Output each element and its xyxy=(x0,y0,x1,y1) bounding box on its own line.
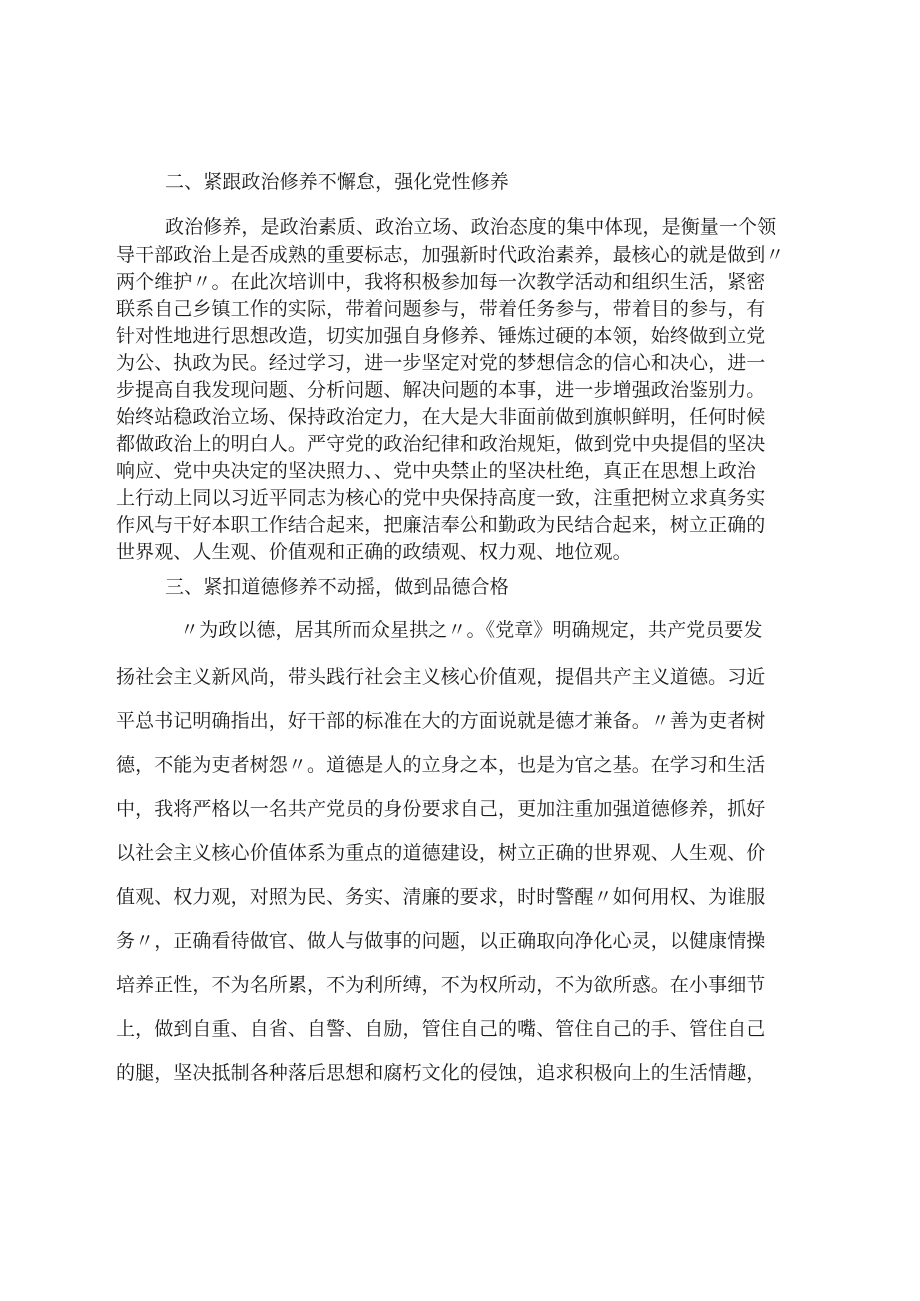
paragraph-line: 务〃，正确看待做官、做人与做事的问题，以正确取向净化心灵，以健康情操 xyxy=(116,930,766,952)
paragraph-line: 上，做到自重、自省、自警、自励，管住自己的嘴、管住自己的手、管住自己 xyxy=(116,1018,766,1040)
paragraph-line: 为公、执政为民。经过学习，进一步坚定对党的梦想信念的信心和决心，进一 xyxy=(116,352,766,374)
section-3-heading: 三、紧扣道德修养不动摇，做到品德合格 xyxy=(165,576,509,598)
section-2-heading: 二、紧跟政治修养不懈怠，强化党性修养 xyxy=(165,171,509,193)
paragraph-line: 两个维护〃。在此次培训中，我将积极参加每一次教学活动和组织生活，紧密 xyxy=(116,271,766,293)
paragraph-line: 导干部政治上是否成熟的重要标志，加强新时代政治素养，最核心的就是做到〃 xyxy=(116,244,785,266)
paragraph-line: 中，我将严格以一名共产党员的身份要求自己，更加注重加强道德修养，抓好 xyxy=(116,798,766,820)
paragraph-line: 的腿，坚决抵制各种落后思想和腐朽文化的侵蚀，追求积极向上的生活情趣， xyxy=(116,1062,766,1084)
paragraph-line: 上行动上同以习近平同志为核心的党中央保持高度一致，注重把树立求真务实 xyxy=(116,487,766,509)
paragraph-line: 世界观、人生观、价值观和正确的政绩观、权力观、地位观。 xyxy=(116,541,632,563)
paragraph-line: 作风与干好本职工作结合起来，把廉洁奉公和勤政为民结合起来，树立正确的 xyxy=(116,514,766,536)
paragraph-line: 〃为政以德，居其所而众星拱之〃。《党章》明确规定，共产党员要发 xyxy=(180,619,763,641)
paragraph-line: 响应、党中央决定的坚决照力、、党中央禁止的坚决杜绝，真正在思想上政治 xyxy=(116,460,756,482)
paragraph-line: 步提高自我发现问题、分析问题、解决问题的本事，进一步增强政治鉴别力。 xyxy=(116,379,766,401)
paragraph-line: 平总书记明确指出，好干部的标准在大的方面说就是德才兼备。〃善为吏者树 xyxy=(116,710,766,732)
paragraph-line: 政治修养，是政治素质、政治立场、政治态度的集中体现，是衡量一个领 xyxy=(165,216,777,238)
paragraph-line: 联系自己乡镇工作的实际，带着问题参与，带着任务参与，带着目的参与，有 xyxy=(116,298,766,320)
paragraph-line: 值观、权力观，对照为民、务实、清廉的要求，时时警醒〃如何用权、为谁服 xyxy=(116,886,766,908)
paragraph-line: 始终站稳政治立场、保持政治定力，在大是大非面前做到旗帜鲜明，任何时候 xyxy=(116,406,766,428)
paragraph-line: 德，不能为吏者树怨〃。道德是人的立身之本，也是为官之基。在学习和生活 xyxy=(116,754,766,776)
paragraph-line: 以社会主义核心价值体系为重点的道德建设，树立正确的世界观、人生观、价 xyxy=(116,842,766,864)
paragraph-line: 针对性地进行思想改造，切实加强自身修养、锤炼过硬的本领，始终做到立党 xyxy=(116,325,766,347)
paragraph-line: 都做政治上的明白人。严守党的政治纪律和政治规矩，做到党中央提倡的坚决 xyxy=(116,433,766,455)
paragraph-line: 扬社会主义新风尚，带头践行社会主义核心价值观，提倡共产主义道德。习近 xyxy=(116,666,766,688)
paragraph-line: 培养正性，不为名所累，不为利所缚，不为权所动，不为欲所惑。在小事细节 xyxy=(116,974,766,996)
